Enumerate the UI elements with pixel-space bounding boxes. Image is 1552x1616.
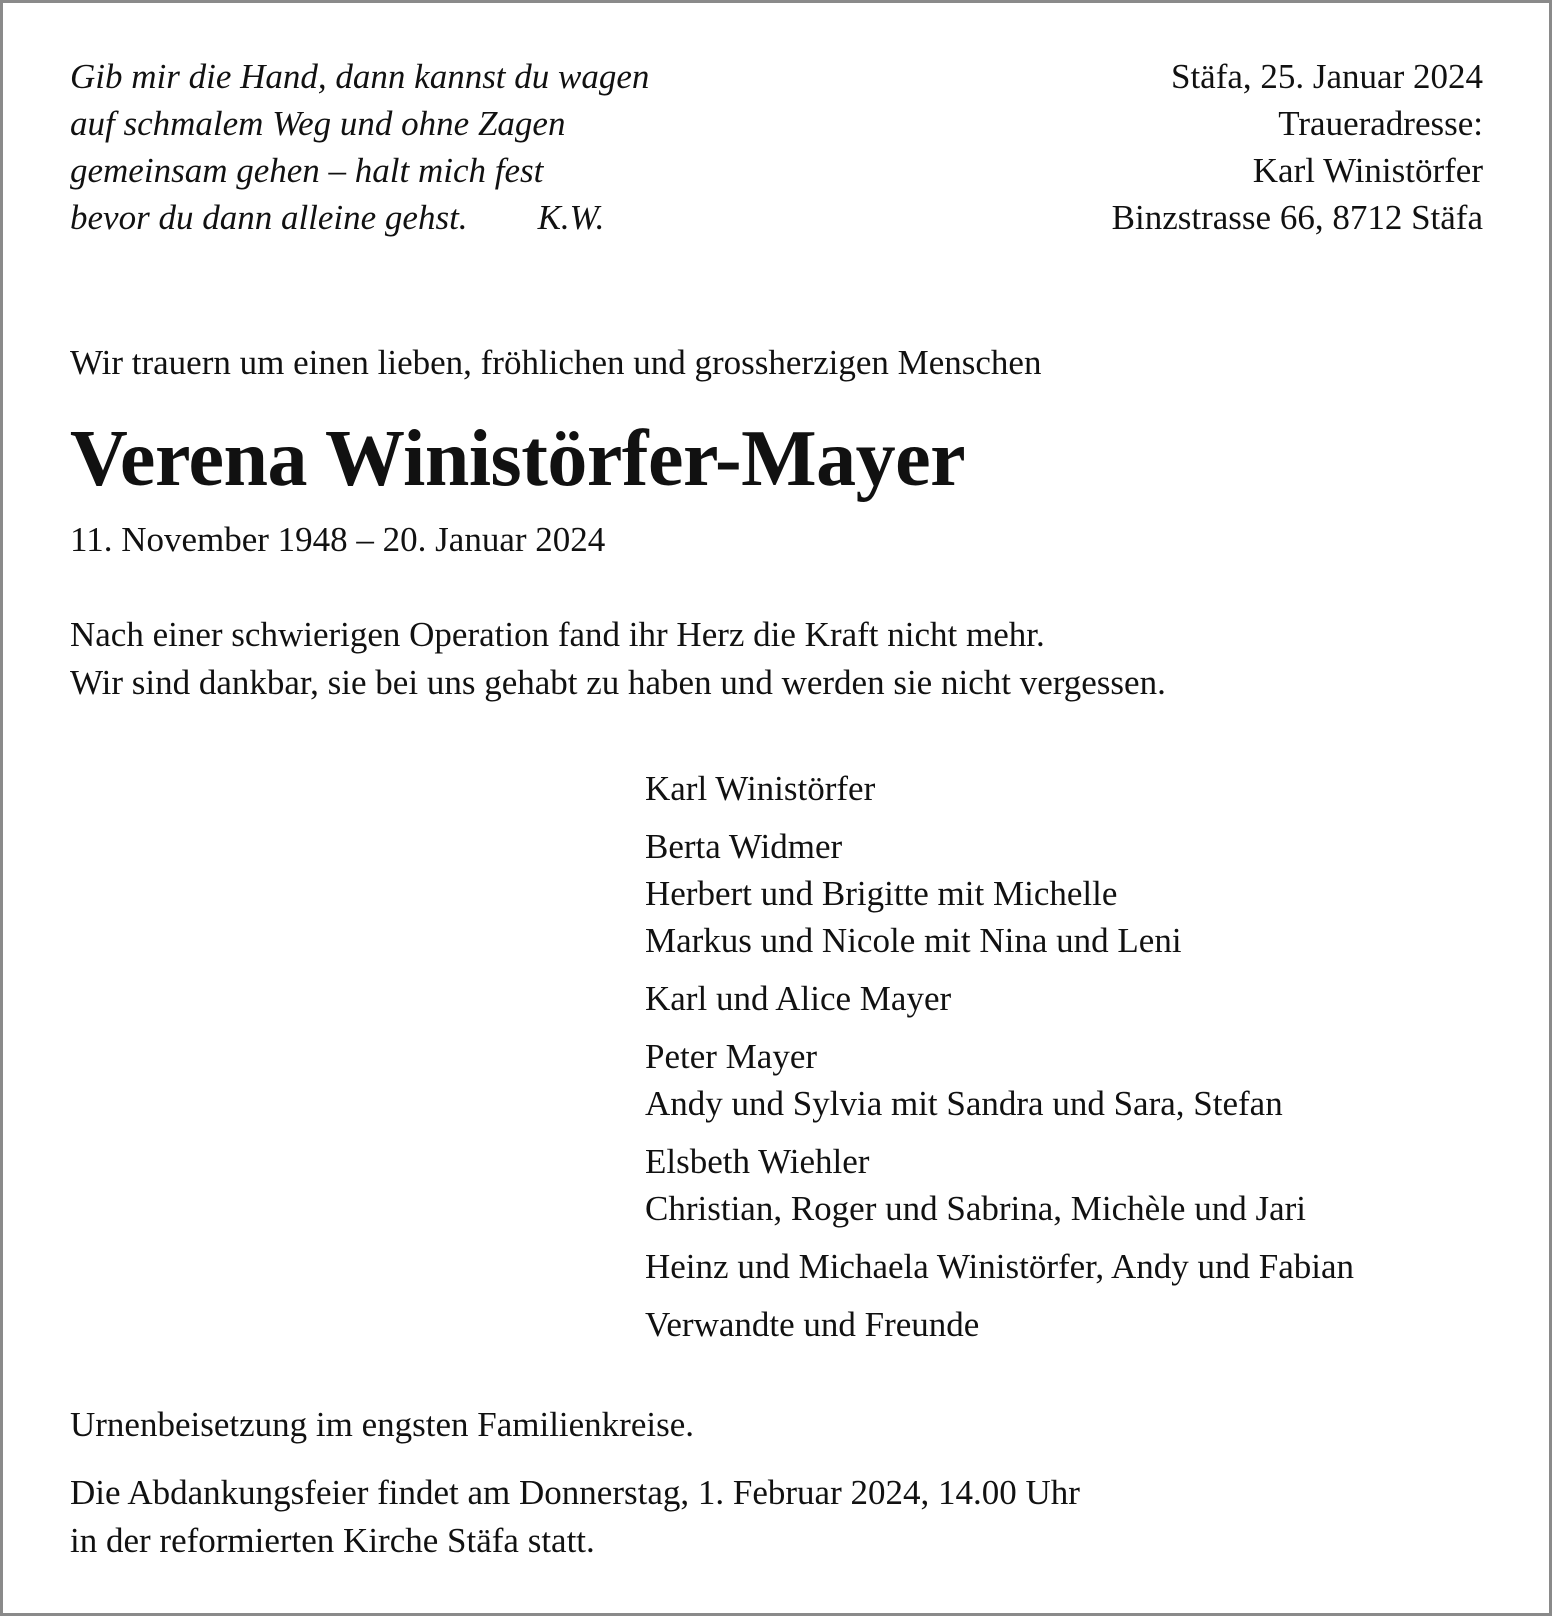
mourner-line: Verwandte und Freunde [645,1305,980,1344]
message-line: Wir sind dankbar, sie bei uns gehabt zu haben und werden sie nicht vergessen. [70,663,1166,702]
poem-initials: K.W. [537,198,605,237]
poem-line: Gib mir die Hand, dann kannst du wagen [70,57,650,96]
mourner-group [645,975,1354,1022]
mourner-group [645,1243,1354,1290]
mourner-group [645,1033,1354,1127]
poem-line: gemeinsam gehen – halt mich fest [70,151,544,190]
mourner-group [645,823,1354,964]
poem-verse [70,53,649,241]
mourner-line: Peter Mayer [645,1037,818,1076]
life-dates: 11. November 1948 – 20. Januar 2024 [70,520,606,559]
mourner-line: Karl und Alice Mayer [645,979,952,1018]
mourner-line: Andy und Sylvia mit Sandra und Sara, Stefan [645,1084,1283,1123]
mourner-group [645,1138,1354,1232]
mourner-line: Karl Winistörfer [645,769,876,808]
mourner-group [645,1301,1354,1348]
deceased-name: Verena Winistörfer-Mayer [70,415,966,503]
poem-line-text: bevor du dann alleine gehst. [70,198,468,237]
mourners-list [645,765,1354,1359]
mourner-line: Christian, Roger und Sabrina, Michèle und Jari [645,1189,1306,1228]
address-street: Binzstrasse 66, 8712 Stäfa [1111,198,1483,237]
ceremony-line: in der reformierten Kirche Stäfa statt. [70,1521,595,1560]
burial-note: Urnenbeisetzung im engsten Familienkreise. [70,1405,695,1444]
message-line: Nach einer schwierigen Operation fand ihr Herz die Kraft nicht mehr. [70,615,1045,654]
address-name: Karl Winistörfer [1252,151,1483,190]
mourner-line: Markus und Nicole mit Nina und Leni [645,921,1182,960]
ceremony-info [70,1469,1080,1565]
intro-text: Wir trauern um einen lieben, fröhlichen und grossherzigen Menschen [70,343,1042,382]
mourner-line: Heinz und Michaela Winistörfer, Andy und Fabian [645,1247,1355,1286]
mourning-address [1112,53,1483,241]
mourner-line: Berta Widmer [645,827,843,866]
address-label: Traueradresse: [1278,104,1483,143]
mourner-group [645,765,1354,812]
mourner-line: Herbert und Brigitte mit Michelle [645,874,1118,913]
place-date: Stäfa, 25. Januar 2024 [1170,57,1483,96]
mourner-line: Elsbeth Wiehler [645,1142,870,1181]
poem-line: auf schmalem Weg und ohne Zagen [70,104,566,143]
message-text [70,611,1166,707]
poem-line [70,194,649,241]
ceremony-line: Die Abdankungsfeier findet am Donnerstag, 1. Februar 2024, 14.00 Uhr [70,1473,1080,1512]
